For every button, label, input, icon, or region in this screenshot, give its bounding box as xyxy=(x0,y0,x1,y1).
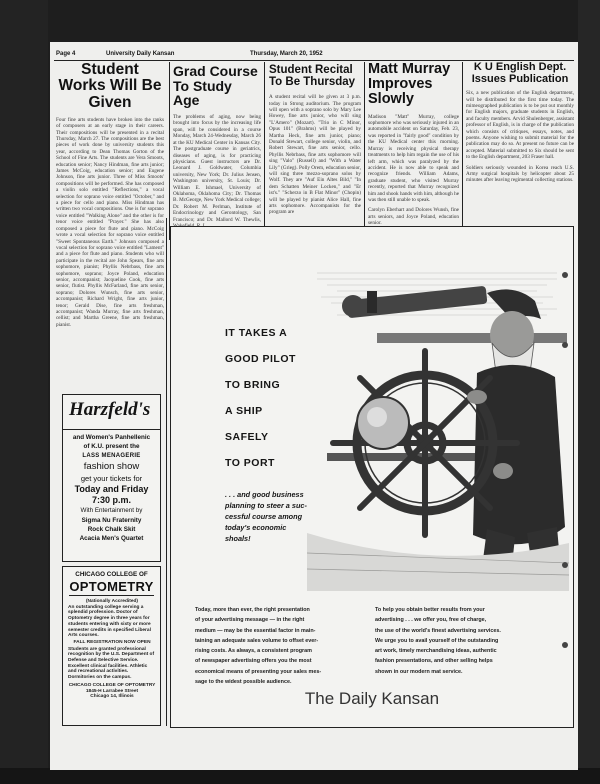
scanner-frame-left xyxy=(0,0,48,784)
column-rule xyxy=(169,62,170,240)
copy-line: shown in our modern mat service. xyxy=(375,668,463,675)
article-student-recital xyxy=(269,64,361,218)
optometry-body: An outstanding college serving a splendid profession. Doctor of Optometry degree in three years for students entering with sixty or more semester credits in specified Liberal Arts courses. xyxy=(68,604,151,639)
optometry-title-top: CHICAGO COLLEGE OF xyxy=(75,571,148,578)
ad-line: Rock Chalk Skit xyxy=(87,526,136,534)
column-rule xyxy=(166,218,167,726)
article-student-works xyxy=(56,62,164,392)
pilot-headline xyxy=(225,327,315,483)
headline: Student Recital To Be Thursday xyxy=(269,64,356,89)
news-brief: Soldiers seriously wounded in Korea reach U.S. Army surgical hospitals by helicopter about 25 minutes after leaving regimental collecting stations. xyxy=(466,164,574,184)
sub-line: today's economic xyxy=(225,523,287,532)
optometry-address: 1845-H Larrabee Street xyxy=(85,688,139,694)
headline: Matt Murray Improves Slowly xyxy=(368,61,451,108)
headline: Grad Course To Study Age xyxy=(173,63,258,109)
article-body: Six, a new publication of the English department, will be distributed for the first time today. The mimeographed publication is to be put out monthly for English majors, graduate students in English, and faculty members. Arvid Shulenberger, assistant professor of English, is in charge of the publication which consists of critiques, essays, notes, and poems. Anyone wishing to submit material for the publication may do so. At present no future can be accepted. Material submitted to Six should be sent to the English department, 203 Fraser hall. xyxy=(466,90,574,161)
optometry-title: OPTOMETRY xyxy=(69,579,154,594)
headline: Student Works Will Be Given xyxy=(58,61,162,111)
sub-line: cessful course among xyxy=(225,512,303,521)
copy-line: sage to the widest possible audience. xyxy=(195,679,292,686)
registration-notice: FALL REGISTRATION NOW OPEN xyxy=(73,639,151,645)
article-grad-course xyxy=(173,63,261,223)
column-rule xyxy=(364,62,365,240)
headline: K U English Dept. Issues Publication xyxy=(471,61,569,85)
copy-line: We urge you to avail yourself of the outstanding xyxy=(375,637,499,644)
harzfelds-ad xyxy=(62,394,161,562)
pilot-copy-left xyxy=(195,605,367,687)
headline-line: A SHIP xyxy=(225,405,263,417)
issue-date: Thursday, March 20, 1952 xyxy=(250,51,323,57)
copy-line: Today, more than ever, the right presentation xyxy=(195,607,310,613)
ad-line: fashion show xyxy=(83,461,140,473)
scanner-frame-bottom xyxy=(0,768,600,784)
headline-line: TO BRING xyxy=(225,379,281,391)
sub-line: planning to steer a suc- xyxy=(225,501,307,510)
copy-line: fashion presentations, and other selling helps xyxy=(375,658,493,665)
article-body: Madison "Matt" Murray, college sophomore who was seriously injured in an automobile accident on Saturday, Feb. 23, was reported in "fairly good" condition by the KU Medical center this morning. Murray is receiving physical therapy treatments to help him regain the use of his left arm, which was paralyzed by the accident. He is now able to speak and recognize friends. William Adams, graduate student, who visited Murray recently, reported that Murray recognized him and shook hands with him, although he was then still unable to speak. xyxy=(368,113,459,203)
copy-line: taining an adequate sales volume to offset ever- xyxy=(195,637,319,644)
ad-line: get your tickets for xyxy=(80,474,143,484)
article-matt-murray xyxy=(368,61,459,227)
ad-line: 7:30 p.m. xyxy=(91,495,131,506)
copy-line: advertising . . . we offer you, free of charge, xyxy=(375,617,487,624)
optometry-ad xyxy=(62,566,161,726)
optometry-footer-name: CHICAGO COLLEGE OF OPTOMETRY xyxy=(68,682,156,688)
pilot-copy-right xyxy=(375,605,555,677)
article-body: The problems of aging, now being brought into focus by the increasing life span, will be considered in a course Monday, March 24-Wednesday, March 26 at the KU Medical Center in Kansas City. The postgraduate course in geriatrics, diseases of aging, is for practicing physicians. Guest instructors are Dr. Leonard J. Goldwater, Columbia university, New York; Dr. Julius Jensen, Washington university, St. Louis; Dr. William E. Ishmael, University of Oklahoma, Oklahoma City; Dr. Thomas B. McGeorge, New York Medical college; Dr. Robert M. Perlman, Institute of Endocrinology and Gerontology, San Francisco; and Dr. Mallord W. Thewlis, xyxy=(173,114,261,223)
paper-name: University Daily Kansan xyxy=(106,51,175,57)
headline-line: IT TAKES A xyxy=(225,327,288,339)
ad-line: and Women's Panhellenic xyxy=(72,434,151,441)
ad-line: LASS MENAGERIE xyxy=(82,452,141,459)
pilot-subheadline xyxy=(225,489,335,544)
page-number: Page 4 xyxy=(56,51,76,57)
binding-hole xyxy=(562,642,568,648)
article-body: A student recital will be given at 3 p.m. today in Strong auditorium. The program will open with a soprano solo by Mary Lee Howey, fine arts junior, who will sing "L'Amero" (Mozart). "Trio in C Minor, Opus 101" (Brahms) will be played by Martha Heck, fine arts junior, piano; Donald Stewart, college senior, violin, and Robert Stewart, fine arts senior, cello. Phyllis Nebrbass, fine arts sophomore will sing "Valo" (Russell) and "With a Water Lily" (Grieg). Polly Orem, education senior, will sing three mezzo-soprano solos by Wolf. They are "Auf Ein Altes Bild," "In dem Schatten Meiner Locken," and "Er ist's." "Scherzo in B Flat Minor" (Chopin) will be played by pianist Alice Hall, fine arts sophomore. Accompanists for the program are xyxy=(269,94,361,216)
ad-line: With Entertainment by xyxy=(80,507,143,515)
headline-line: TO PORT xyxy=(225,457,275,469)
accreditation: (Nationally Accredited) xyxy=(85,599,139,604)
binding-hole xyxy=(562,272,568,278)
scanner-frame-right xyxy=(578,0,600,784)
copy-line: rising costs. As always, a consistent program xyxy=(195,648,312,655)
copy-line: of newspaper advertising offers you the most xyxy=(195,658,312,665)
harzfelds-logo: Harzfeld's xyxy=(69,399,151,420)
ad-line: of K.U. present the xyxy=(83,443,140,451)
sub-line: . . . and good business xyxy=(225,490,304,499)
column-rule xyxy=(462,62,463,240)
article-english-dept xyxy=(466,62,574,224)
binding-hole xyxy=(562,342,568,348)
sub-line: shoals! xyxy=(225,534,251,543)
daily-kansan-signature: The Daily Kansan xyxy=(304,689,440,708)
ad-line: Today and Friday xyxy=(74,484,149,495)
harzfelds-copy xyxy=(63,433,160,544)
article-tail: Carolyn Eberhart and Dolores Wunsh, fine arts seniors, and Joyce Poland, education senior. xyxy=(368,207,459,227)
column-rule xyxy=(264,62,265,240)
copy-line: the use of the world's finest advertising services. xyxy=(375,627,501,634)
optometry-body-2: Students are granted professional recognition by the U.S. Department of Defense and Selective Service. Excellent clinical facilities. Athletic and recreational activities. Dormitories on the campus. xyxy=(68,646,155,681)
copy-line: of your advertising message — in the right xyxy=(195,617,305,624)
article-body: Four fine arts students have broken into the ranks of composers at an early stage in their careers. Their compositions will be presented in a recital Thursday, March 27. The compositions are the best pieces of work done by university students this year, according to Dean Thomas Gorton of the School of Fine Arts. The students are Vera Smoots, education senior; Nancy Hindman, fine arts junior; James McCoig, education senior; and Eugene Johnson, fine arts junior. Three of Miss Smoots' compositions will be performed. She has composed a violin solo entitled "Reflections," a vocal selection for soprano voice entitled "October," and a piece for cello and piano. Miss Hindman has written two vocal compositions. One is for soprano voice entitled "Walking Alone" and the other is for tenor voice entitled "Prayer." She has also composed a piece for flute and piano. McCoig wrote a vocal selection for soprano voice entitled "Sweet Spontaneous Earth." Johnson composed a vocal selection for soprano voice entitled "Lament" and a piece for flute and piano. Students who will participate in the recital are John Spears, fine arts sophomore, pianist; Phyllis Nebrbass, fine arts sophomore, soprano; Joyce Poland, education senior, accompanist; Jacqueline Cook, fine arts senior, flutist. Phyllis McFarland, fine arts senior, soprano; Dolores Wunsch, fine arts senior, accompanist; Richard Wright, fine arts junior, tenor; Gerald Dise, fine arts freshman, accompanist; Wanda Murray, fine arts freshman, cellist; and Martha Greene, fine arts freshman, pianist. xyxy=(56,116,164,328)
copy-line: medium — may be the essential factor in main- xyxy=(195,627,316,634)
copy-line: To help you obtain better results from your xyxy=(375,607,485,613)
daily-kansan-pilot-ad xyxy=(170,226,574,728)
newspaper-page xyxy=(50,42,578,770)
headline-line: GOOD PILOT xyxy=(225,353,296,365)
headline-line: SAFELY xyxy=(225,431,269,443)
binding-hole xyxy=(562,562,568,568)
copy-line: economical means of presenting your sales mes- xyxy=(195,668,322,675)
ad-divider xyxy=(69,595,154,596)
copy-line: art work, timely merchandising ideas, authentic xyxy=(375,648,497,655)
helmsman-illustration xyxy=(307,233,569,591)
ad-divider xyxy=(63,429,160,430)
ad-line: Sigma Nu Fraternity xyxy=(81,516,142,524)
optometry-copy xyxy=(68,599,156,700)
ad-line: Acacia Men's Quartet xyxy=(79,535,144,543)
optometry-city: Chicago 14, Illinois xyxy=(90,694,134,700)
